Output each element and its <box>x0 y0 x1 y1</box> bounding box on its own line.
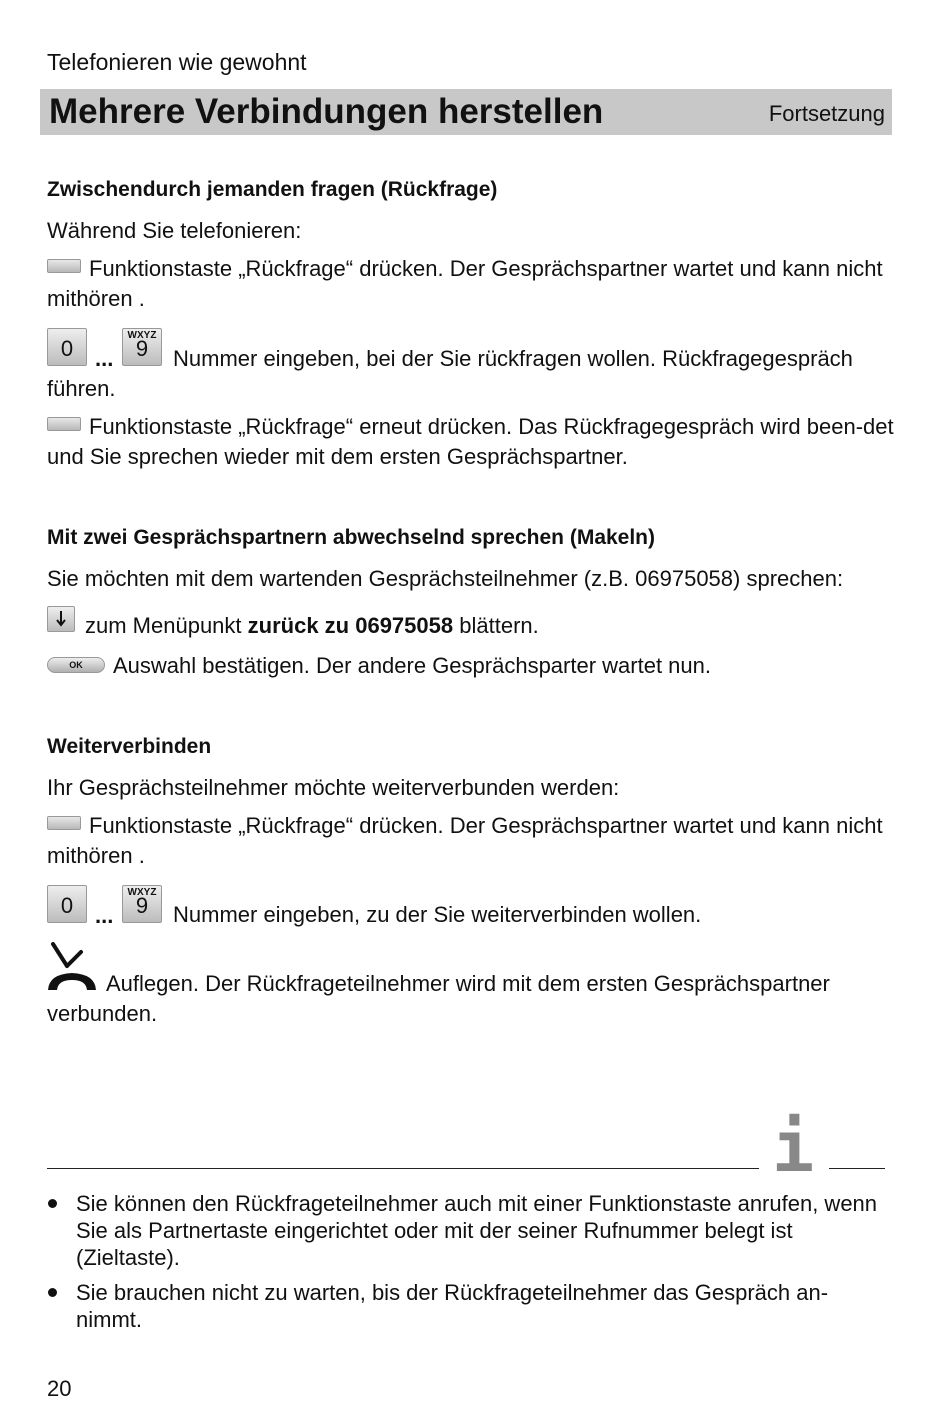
intro-rueckfrage: Während Sie telefonieren: <box>47 218 302 243</box>
intro-weiterverbinden: Ihr Gesprächsteilnehmer möchte weiterverbunden werden: <box>47 775 620 800</box>
heading-weiterverbinden: Weiterverbinden <box>47 735 212 758</box>
key-digit: 0 <box>60 893 74 918</box>
key-range-ellipsis: ... <box>95 903 114 928</box>
step-function-key-rueckfrage <box>47 254 897 314</box>
key-digit: 0 <box>60 336 74 361</box>
step-function-key-weiter <box>47 811 897 871</box>
heading-rueckfrage: Zwischendurch jemanden fragen (Rückfrage) <box>47 178 498 201</box>
bullet-marker <box>48 1199 57 1208</box>
function-key-icon <box>47 816 81 830</box>
info-divider-left <box>47 1168 759 1169</box>
step-confirm: Auswahl bestätigen. Der andere Gesprächsparter wartet nun. <box>113 653 711 678</box>
info-bullet: Sie können den Rückfrageteilnehmer auch mit einer Funktionstaste anrufen, wenn Sie als Partnertaste eingerichtet oder mit der seiner Rufnummer belegt ist (Zieltaste). <box>76 1191 878 1270</box>
info-divider-right <box>829 1168 885 1169</box>
running-header: Telefonieren wie gewohnt <box>47 49 307 75</box>
step-dial-target: Nummer eingeben, zu der Sie weiterverbinden wollen. <box>173 902 702 927</box>
page-number: 20 <box>47 1376 72 1401</box>
step-text: Funktionstaste „Rückfrage“ erneut drücken. Das Rückfragegespräch wird been-det und Sie sprechen wieder mit dem ersten Gesprächspartner. <box>47 414 894 469</box>
key-letters: WXYZ <box>127 330 157 341</box>
function-key-icon <box>47 259 81 273</box>
step-function-key-again <box>47 412 897 472</box>
step-scroll-menu <box>85 611 885 641</box>
bullet-marker <box>48 1288 57 1297</box>
digit-key-0-icon <box>47 885 87 923</box>
step-hang-up: Auflegen. Der Rückfrageteilnehmer wird mit dem ersten Gesprächspartner verbunden. <box>47 971 830 1026</box>
step-text: Funktionstaste „Rückfrage“ drücken. Der Gesprächspartner wartet und kann nicht mithören . <box>47 256 883 311</box>
arrow-down-icon <box>48 607 74 631</box>
continuation-label: Fortsetzung <box>768 101 885 126</box>
function-key-icon <box>47 417 81 431</box>
digit-key-9-icon <box>122 885 162 923</box>
step-text-post: blättern. <box>459 613 539 638</box>
heading-makeln: Mit zwei Gesprächspartnern abwechselnd sprechen (Makeln) <box>47 526 656 549</box>
scroll-down-key-icon <box>47 606 75 632</box>
ok-key-icon: OK <box>47 657 105 673</box>
key-digit: 9 <box>135 893 149 918</box>
key-digit: 9 <box>135 336 149 361</box>
info-bullet: Sie brauchen nicht zu warten, bis der Rückfrageteilnehmer das Gespräch an-nimmt. <box>76 1280 829 1332</box>
step-text: Funktionstaste „Rückfrage“ drücken. Der Gesprächspartner wartet und kann nicht mithören . <box>47 813 883 868</box>
key-letters: WXYZ <box>127 887 157 898</box>
info-icon: i <box>772 1106 815 1188</box>
intro-makeln: Sie möchten mit dem wartenden Gesprächsteilnehmer (z.B. 06975058) sprechen: <box>47 566 844 591</box>
key-range-ellipsis: ... <box>95 346 114 371</box>
section-title-bar <box>40 89 892 135</box>
step-text-pre: zum Menüpunkt <box>85 613 242 638</box>
section-title: Mehrere Verbindungen herstellen <box>49 92 604 131</box>
menu-item-name: zurück zu 06975058 <box>247 613 454 638</box>
step-dial-number: Nummer eingeben, bei der Sie rückfragen wollen. Rückfragegespräch führen. <box>47 346 853 401</box>
